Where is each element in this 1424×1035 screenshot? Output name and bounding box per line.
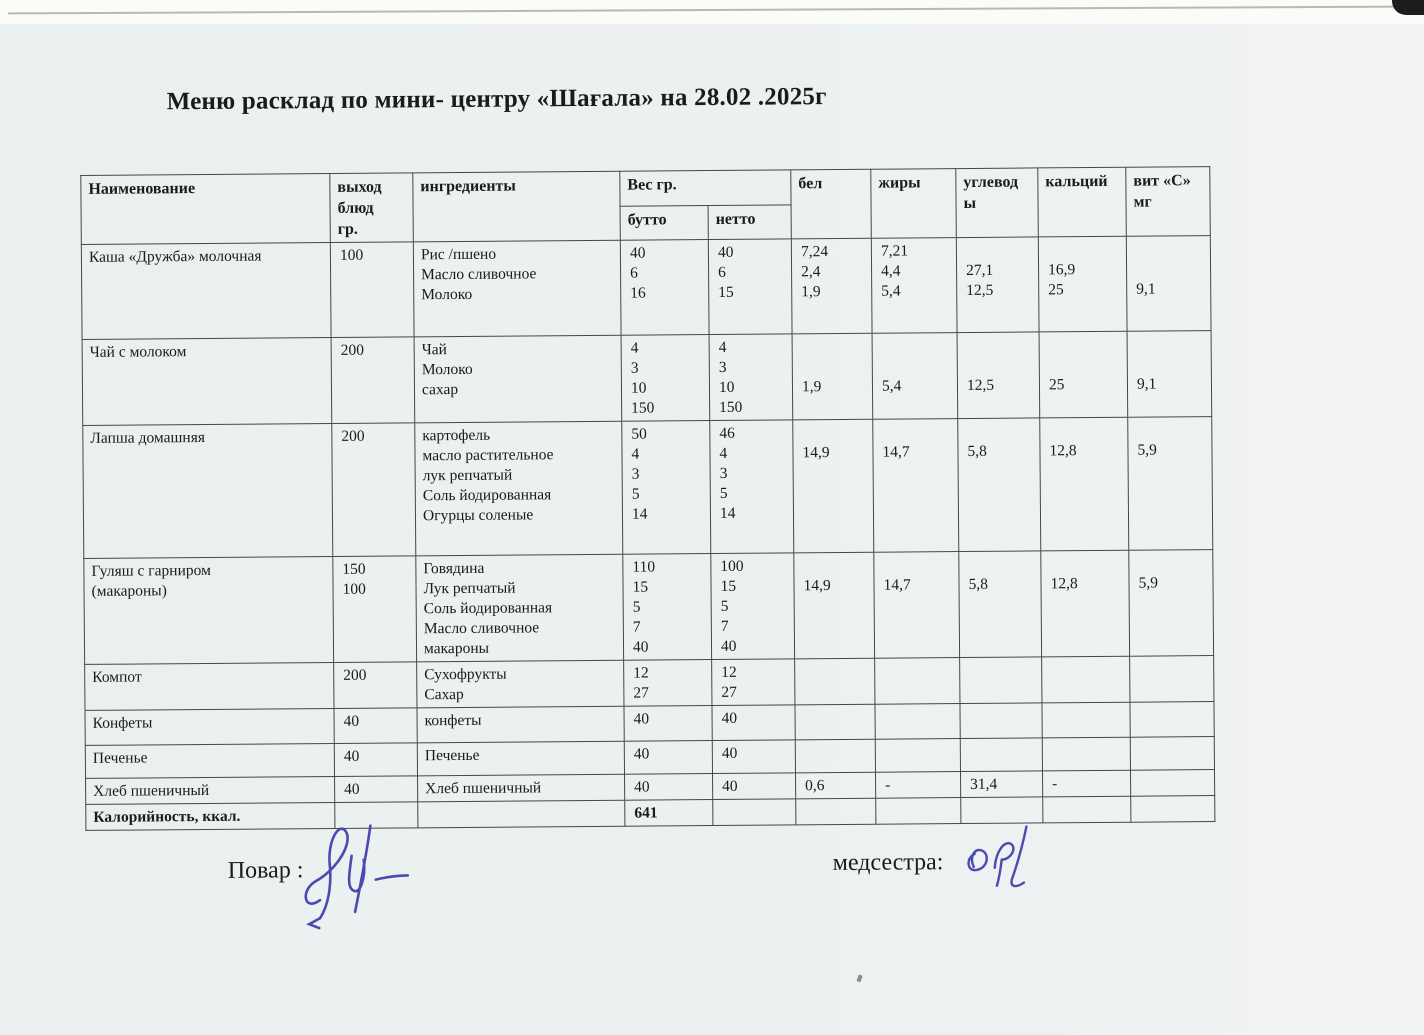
- cell-calcium: [1042, 656, 1130, 703]
- page-title: Меню расклад по мини- центру «Шағала» на 28.02 .2025г: [166, 83, 827, 116]
- cell-net: 100 15 5 7 40: [711, 553, 795, 660]
- cell-gross: 4 3 10 150: [621, 335, 710, 422]
- cell-protein: 1,9: [792, 333, 873, 420]
- cell-vitc: 5,9: [1128, 417, 1213, 551]
- cell-name: Лапша домашняя: [83, 423, 333, 558]
- cell-ingredients: Говядина Лук репчатый Соль йодированная Масло сливочное макароны: [416, 554, 624, 662]
- cell-yield: 40: [334, 708, 417, 744]
- cell-carbs: 27,1 12,5: [956, 237, 1039, 333]
- nurse-signature: [960, 819, 1051, 905]
- cell-name: Калорийность, ккал.: [86, 802, 335, 830]
- cell-fats: [875, 739, 960, 773]
- cell-carbs: [960, 738, 1042, 772]
- header-weight: Вес гр.: [620, 170, 791, 206]
- cell-name: Чай с молоком: [82, 337, 332, 425]
- cell-gross: 40: [625, 774, 713, 801]
- cell-yield: 40: [335, 776, 418, 803]
- cell-ingredients: конфеты: [417, 706, 624, 743]
- table-row: [84, 550, 1214, 665]
- cell-protein: [795, 704, 875, 740]
- cell-name: Гуляш с гарниром (макароны): [84, 556, 334, 664]
- cell-vitc: [1130, 656, 1214, 703]
- cell-net: 40: [712, 705, 795, 741]
- cell-carbs: 5,8: [958, 418, 1041, 552]
- cell-net: 46 4 3 5 14: [710, 420, 794, 554]
- cell-calcium: 12,8: [1040, 417, 1129, 551]
- cell-protein: [795, 739, 875, 773]
- cell-gross: 641: [625, 800, 713, 827]
- cell-protein: 14,9: [793, 419, 874, 553]
- cell-gross: 50 4 3 5 14: [622, 421, 711, 555]
- cell-calcium: [1042, 737, 1130, 771]
- cell-vitc: 5,9: [1129, 550, 1214, 657]
- cell-yield: 40: [334, 743, 417, 777]
- cell-carbs: [960, 657, 1042, 704]
- cell-vitc: 9,1: [1127, 331, 1212, 418]
- cell-fats: [875, 704, 960, 740]
- menu-table-header: [81, 167, 1211, 245]
- cook-label: Повар :: [227, 857, 304, 884]
- header-fats: жиры: [871, 169, 957, 239]
- cell-carbs: 12,5: [957, 332, 1040, 419]
- table-row: [83, 417, 1213, 559]
- cell-fats: 7,21 4,4 5,4: [871, 238, 957, 334]
- cell-fats: 14,7: [873, 419, 959, 553]
- cell-yield: 200: [334, 662, 417, 709]
- cell-calcium: [1042, 702, 1130, 738]
- cell-calcium: -: [1043, 770, 1131, 797]
- cell-name: Конфеты: [85, 708, 334, 745]
- cell-calcium: 16,9 25: [1038, 236, 1127, 332]
- cell-protein: 14,9: [794, 552, 875, 659]
- table-row: [82, 331, 1212, 426]
- cell-ingredients: Хлеб пшеничный: [418, 774, 625, 802]
- cell-protein: [796, 798, 876, 825]
- cell-vitc: [1131, 796, 1215, 823]
- ink-speck: [857, 974, 863, 982]
- cell-gross: 12 27: [624, 660, 712, 707]
- cell-net: 40: [713, 773, 796, 800]
- menu-table: [80, 166, 1215, 831]
- cell-ingredients: Рис /пшено Масло сливочное Молоко: [413, 240, 621, 337]
- cell-calcium: 12,8: [1041, 550, 1130, 657]
- cell-protein: [795, 658, 875, 705]
- header-ingredients: ингредиенты: [413, 171, 621, 242]
- cell-ingredients: Печенье: [417, 741, 624, 776]
- cell-gross: 40: [624, 741, 712, 775]
- cell-name: Каша «Дружба» молочная: [81, 242, 331, 339]
- cell-yield: 100: [330, 242, 414, 338]
- header-yield: выход блюд гр.: [330, 173, 414, 243]
- cell-net: 40: [712, 740, 795, 774]
- cell-name: Компот: [85, 662, 334, 710]
- cell-protein: 7,24 2,4 1,9: [791, 238, 872, 334]
- cell-name: Хлеб пшеничный: [86, 776, 335, 804]
- cell-gross: 40: [624, 706, 712, 742]
- cell-yield: 150 100: [333, 556, 417, 663]
- header-carbs: углевод ы: [956, 168, 1039, 238]
- header-name: Наименование: [81, 173, 331, 244]
- header-calcium: кальций: [1038, 167, 1127, 237]
- cell-fats: 5,4: [872, 333, 958, 420]
- cell-fats: [876, 798, 961, 825]
- cell-net: 4 3 10 150: [709, 334, 793, 421]
- header-net: нетто: [708, 204, 791, 239]
- cell-yield: 200: [331, 337, 415, 424]
- cell-carbs: 31,4: [961, 771, 1043, 798]
- cell-fats: 14,7: [874, 552, 960, 659]
- menu-table-body: [81, 236, 1215, 831]
- nurse-label: медсестра:: [832, 849, 944, 877]
- cell-ingredients: Сухофрукты Сахар: [417, 660, 624, 708]
- cell-ingredients: картофель масло растительное лук репчатый Соль йодированная Огурцы соленые: [415, 421, 623, 556]
- cell-ingredients: Чай Молоко сахар: [414, 335, 622, 423]
- cell-net: [713, 799, 796, 826]
- cell-net: 40 6 15: [708, 239, 792, 335]
- cell-net: 12 27: [712, 659, 795, 706]
- cell-yield: 200: [332, 423, 416, 557]
- cell-calcium: 25: [1039, 331, 1128, 418]
- cook-signature: [295, 817, 416, 938]
- cell-ingredients: [418, 800, 625, 828]
- cell-fats: -: [876, 772, 961, 799]
- cell-gross: 40 6 16: [620, 240, 709, 336]
- header-gross: бутто: [620, 205, 708, 240]
- cell-vitc: 9,1: [1126, 236, 1211, 332]
- cell-vitc: [1131, 770, 1215, 797]
- cell-gross: 110 15 5 7 40: [623, 554, 712, 661]
- cell-fats: [875, 658, 960, 705]
- cell-carbs: 5,8: [959, 551, 1042, 658]
- header-vitc: вит «С» мг: [1126, 167, 1211, 237]
- cell-name: Печенье: [85, 743, 334, 778]
- cell-vitc: [1130, 702, 1214, 738]
- cell-protein: 0,6: [796, 772, 876, 799]
- cell-vitc: [1130, 737, 1214, 771]
- table-row: [81, 236, 1211, 340]
- cell-calcium: [1043, 796, 1131, 823]
- header-protein: бел: [791, 169, 872, 239]
- cell-carbs: [960, 703, 1042, 739]
